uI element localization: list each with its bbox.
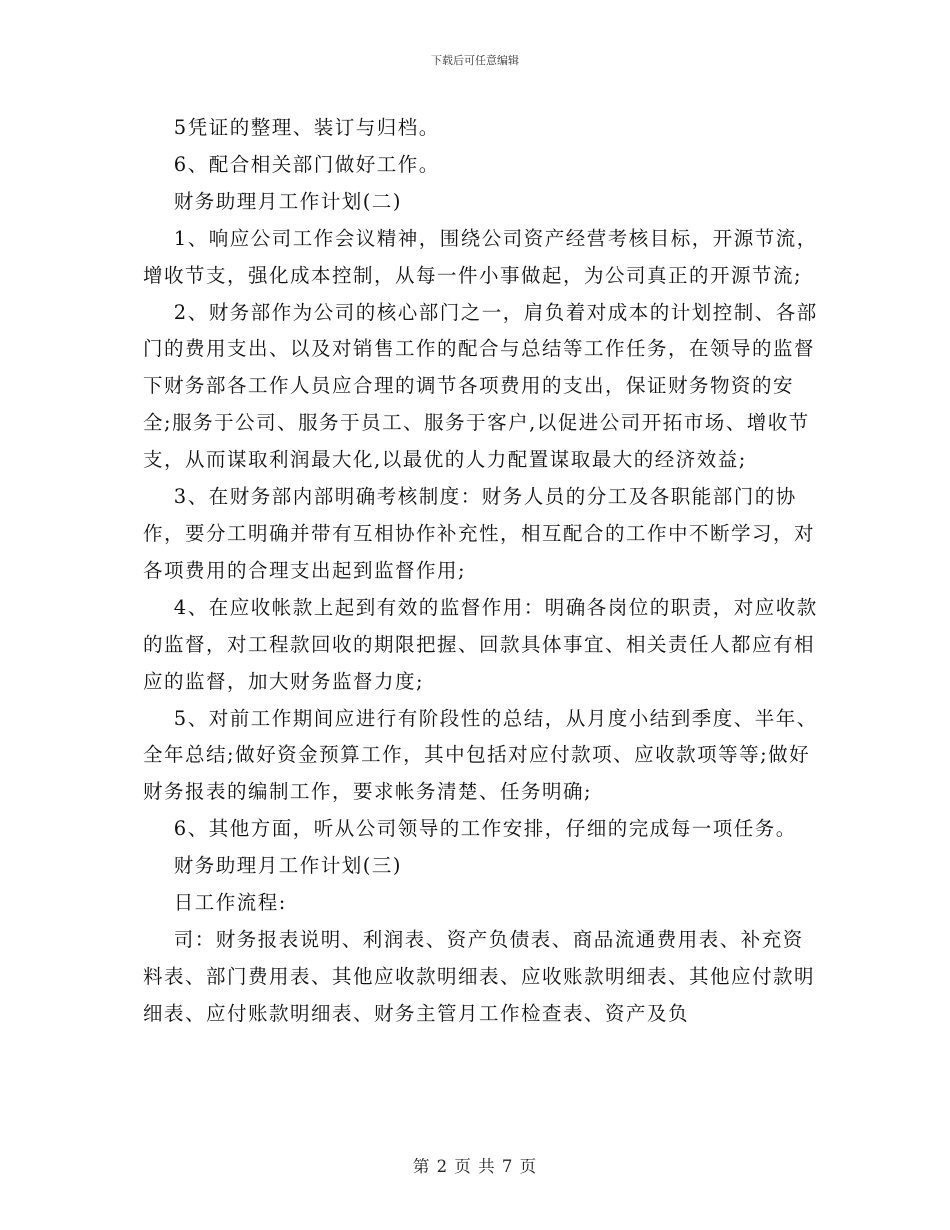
paragraph: 3、在财务部内部明确考核制度：财务人员的分工及各职能部门的协作，要分工明确并带有互相协作补充性，相互配合的工作中不断学习，对各项费用的合理支出起到监督作用; — [143, 485, 816, 582]
section-heading: 财务助理月工作计划(二) — [143, 189, 403, 213]
paragraph: 6、配合相关部门做好工作。 — [143, 152, 440, 176]
document-body — [143, 110, 823, 1033]
section-heading: 财务助理月工作计划(三) — [143, 854, 403, 878]
paragraph: 司：财务报表说明、利润表、资产负债表、商品流通费用表、补充资料表、部门费用表、其他应收款明细表、应收账款明细表、其他应付款明细表、应付账款明细表、财务主管月工作检查表、资产及负 — [143, 927, 816, 1025]
paragraph: 日工作流程: — [143, 891, 287, 915]
page-header: 下载后可任意编辑 — [431, 54, 519, 67]
paragraph: 2、财务部作为公司的核心部门之一，肩负着对成本的计划控制、各部门的费用支出、以及对销售工作的配合与总结等工作任务，在领导的监督下财务部各工作人员应合理的调节各项费用的支出，保证财务物资的安全;服务于公司、服务于员工、服务于客户,以促进公司开拓市场、增收节支，从而谋取利润最大化,以最优的人力配置谋取最大的经济效益; — [143, 300, 818, 472]
paragraph: 5凭证的整理、装订与归档。 — [143, 116, 440, 139]
paragraph: 5、对前工作期间应进行有阶段性的总结，从月度小结到季度、半年、全年总结;做好资金预算工作，其中包括对应付款项、应收款项等等;做好财务报表的编制工作，要求帐务清楚、任务明确; — [143, 706, 818, 804]
paragraph: 4、在应收帐款上起到有效的监督作用：明确各岗位的职责，对应收款的监督，对工程款回收的期限把握、回款具体事宜、相关责任人都应有相应的监督，加大财务监督力度; — [143, 595, 818, 693]
page-number: 第 2 页 共 7 页 — [412, 1157, 538, 1176]
paragraph: 6、其他方面，听从公司领导的工作安排，仔细的完成每一项任务。 — [143, 817, 797, 841]
paragraph: 1、响应公司工作会议精神，围绕公司资产经营考核目标，开源节流，增收节支，强化成本控制，从每一件小事做起，为公司真正的开源节流; — [143, 226, 818, 287]
